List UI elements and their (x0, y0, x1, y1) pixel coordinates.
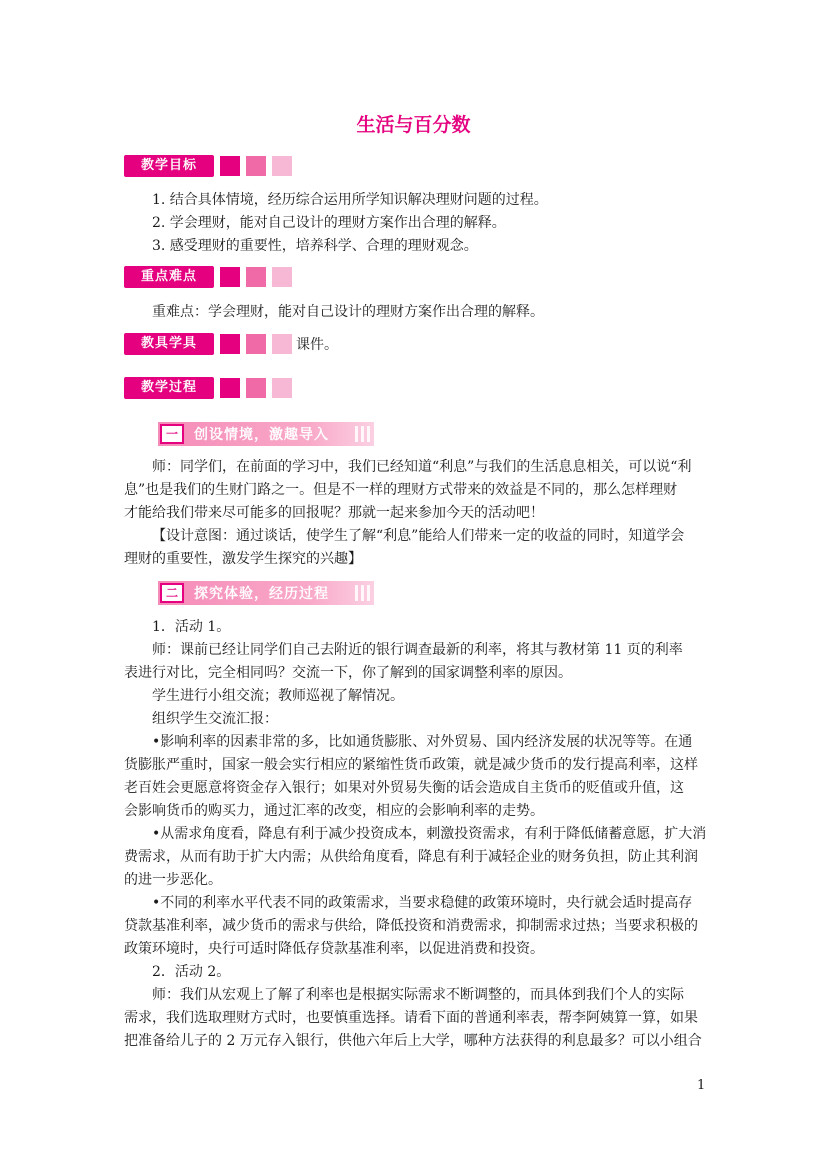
paragraph-line: 老百姓会更愿意将资金存入银行；如果对外贸易失衡的话会造成自主货币的贬值或升值，这 (124, 780, 684, 796)
goal-item: 2. 学会理财，能对自己设计的理财方案作出合理的解释。 (152, 215, 506, 231)
paragraph-line: 组织学生交流汇报： (152, 711, 278, 727)
decor-square (246, 156, 266, 176)
decor-square (220, 267, 240, 287)
section-tag-process (124, 377, 292, 399)
paragraph-line: 【设计意图：通过谈话，使学生了解“利息”能给人们带来一定的收益的同时，知道学会 (152, 528, 685, 544)
step-title: 探究体验，经历过程 (194, 586, 329, 602)
paragraph-line: •从需求角度看，降息有利于减少投资成本，刺激投资需求，有利于降低储蓄意愿，扩大消 (152, 826, 707, 842)
step-number: 一 (160, 424, 184, 444)
step-banner-2 (158, 581, 374, 605)
paragraph-line: 会影响货币的购买力，通过汇率的改变，相应的会影响利率的走势。 (124, 803, 544, 819)
decor-square (246, 378, 266, 398)
paragraph-line: 的进一步恶化。 (124, 872, 222, 888)
step-number: 二 (160, 583, 184, 603)
paragraph-line: 把准备给儿子的 2 万元存入银行，供他六年后上大学，哪种方法获得的利息最多？可以小组合 (124, 1033, 702, 1049)
key-points-text: 重难点：学会理财，能对自己设计的理财方案作出合理的解释。 (152, 304, 544, 320)
paragraph-line: 表进行对比，完全相同吗？交流一下，你了解到的国家调整利率的原因。 (124, 665, 572, 681)
paragraph-line: 师：同学们，在前面的学习中，我们已经知道“利息”与我们的生活息息相关，可以说“利 (152, 459, 692, 475)
paragraph-line: 息”也是我们的生财门路之一。但是不一样的理财方式带来的效益是不同的，那么怎样理财 (124, 482, 678, 498)
decor-square (220, 378, 240, 398)
decor-stripes (355, 426, 370, 442)
section-tag-label: 教具学具 (124, 333, 214, 355)
paragraph-line: 学生进行小组交流；教师巡视了解情况。 (152, 688, 404, 704)
paragraph-line: 政策环境时，央行可适时降低存贷款基准利率，以促进消费和投资。 (124, 941, 544, 957)
section-tag-tools (124, 333, 338, 355)
tools-text: 课件。 (296, 337, 338, 353)
paragraph-line: 需求，我们选取理财方式时，也要慎重选择。请看下面的普通利率表，帮李阿姨算一算，如果 (124, 1010, 698, 1026)
section-tag-goals (124, 155, 292, 177)
section-tag-label: 重点难点 (124, 266, 214, 288)
decor-square (272, 156, 292, 176)
page-title: 生活与百分数 (356, 114, 471, 136)
goal-item: 3. 感受理财的重要性，培养科学、合理的理财观念。 (152, 238, 478, 254)
paragraph-line: 理财的重要性，激发学生探究的兴趣】 (124, 551, 362, 567)
paragraph-line: •不同的利率水平代表不同的政策需求，当要求稳健的政策环境时，央行就会适时提高存 (152, 895, 693, 911)
page-number: 1 (697, 1078, 706, 1093)
paragraph-line: 货膨胀严重时，国家一般会实行相应的紧缩性货币政策，就是减少货币的发行提高利率，这样 (124, 757, 698, 773)
paragraph-line: 贷款基准利率，减少货币的需求与供给，降低投资和消费需求，抑制需求过热；当要求积极的 (124, 918, 698, 934)
decor-square (246, 334, 266, 354)
section-tag-key-points (124, 266, 292, 288)
paragraph-line: •影响利率的因素非常的多，比如通货膨胀、对外贸易、国内经济发展的状况等等。在通 (152, 734, 693, 750)
step-title: 创设情境，激趣导入 (194, 427, 329, 443)
paragraph-line: 师：课前已经让同学们自己去附近的银行调查最新的利率，将其与教材第 11 页的利率 (152, 642, 683, 658)
paragraph-line: 才能给我们带来尽可能多的回报呢？那就一起来参加今天的活动吧！ (124, 505, 544, 521)
goal-item: 1. 结合具体情境，经历综合运用所学知识解决理财问题的过程。 (152, 192, 548, 208)
decor-square (272, 334, 292, 354)
decor-square (272, 378, 292, 398)
decor-stripes (355, 585, 370, 601)
paragraph-line: 费需求，从而有助于扩大内需；从供给角度看，降息有利于减轻企业的财务负担，防止其利润 (124, 849, 698, 865)
decor-square (272, 267, 292, 287)
paragraph-line: 师：我们从宏观上了解了利率也是根据实际需求不断调整的，而具体到我们个人的实际 (152, 987, 684, 1003)
decor-square (246, 267, 266, 287)
section-tag-label: 教学过程 (124, 377, 214, 399)
decor-square (220, 156, 240, 176)
decor-square (220, 334, 240, 354)
paragraph-line: 2．活动 2。 (152, 964, 231, 980)
section-tag-label: 教学目标 (124, 155, 214, 177)
step-banner-1 (158, 422, 374, 446)
paragraph-line: 1．活动 1。 (152, 619, 231, 635)
